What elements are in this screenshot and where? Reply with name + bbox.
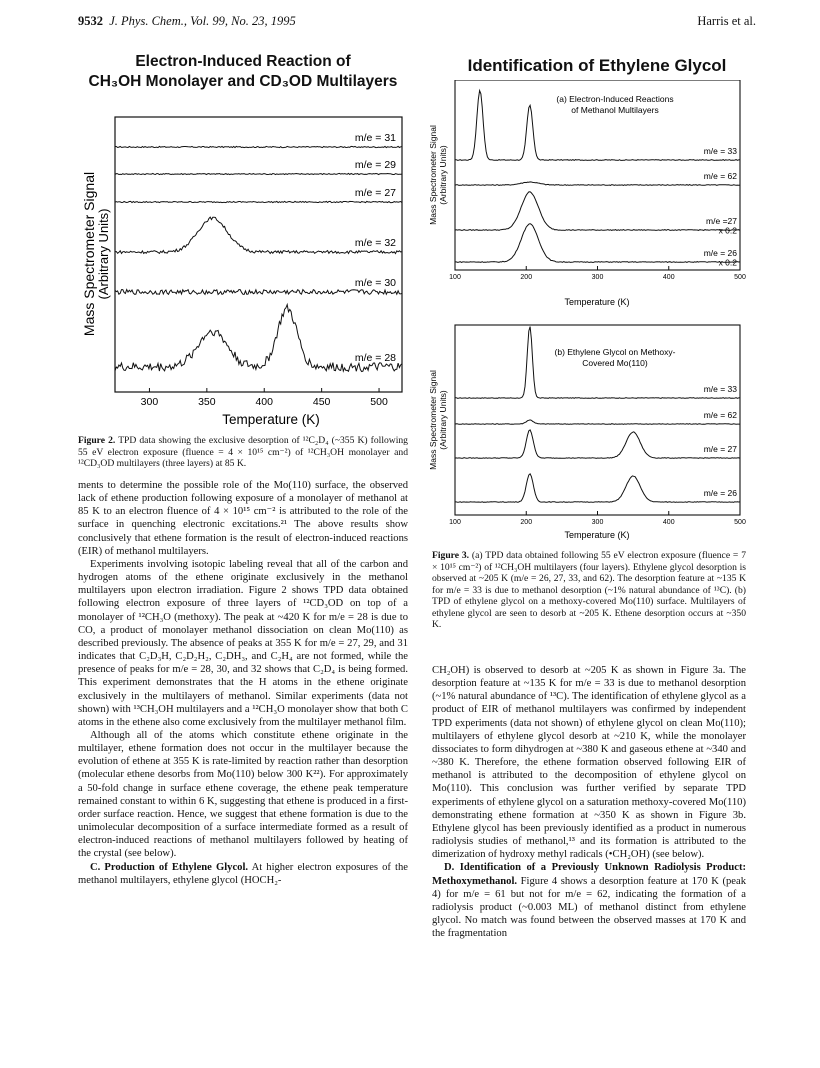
series-label: m/e = 62 bbox=[703, 410, 737, 420]
left-column-text bbox=[78, 479, 408, 887]
series-label: m/e = 28 bbox=[354, 352, 396, 364]
left-paragraph: Although all of the atoms which constitute ethene originate in the multilayer, ethene formation does not occur in the multilayer because the evolution of ethene at 355 K is rate-limited by reaction rather than desorption (molecular ethene desorbs from Mo(110) below 300 K²²). For approximately a 50-fold change in surface ethene coverage, the ethene peak temperature remained constant to within 6 K, suggesting that ethene is produced in a first-order surface reaction. Hence, we suggest that ethene formation is due to the unimolecular decomposition of a surface intermediate formed as a result of electron-induced reactions of methanol multilayers followed by heating of the crystal (see below). bbox=[78, 729, 408, 860]
series-label: m/e = 27 bbox=[703, 444, 737, 454]
figure3b-ylabel-line2: (Arbitrary Units) bbox=[438, 390, 448, 450]
figure3-title: Identification of Ethylene Glycol bbox=[467, 56, 727, 75]
series-scale-label: x 0.2 bbox=[718, 257, 737, 268]
figure3-chart bbox=[425, 80, 760, 542]
figure3-caption bbox=[432, 550, 746, 631]
trace-m-e-27 bbox=[115, 201, 402, 202]
x-tick-label: 400 bbox=[662, 274, 675, 281]
section-c-heading: C. Production of Ethylene Glycol. bbox=[90, 861, 249, 873]
x-tick-label: 300 bbox=[140, 396, 159, 408]
section-c-text: At higher electron exposures of the methanol multilayers, ethylene glycol (HOCH₂- bbox=[78, 861, 408, 886]
x-tick-label: 400 bbox=[662, 519, 675, 526]
figure3-caption-label: Figure 3. bbox=[432, 550, 470, 561]
figure2-title-line1: Electron-Induced Reaction of bbox=[135, 53, 351, 70]
trace-m-e-27 bbox=[455, 430, 740, 458]
series-label: m/e = 32 bbox=[354, 237, 396, 249]
right-section-d bbox=[432, 861, 746, 940]
figure3b-panel-label: (b) Ethylene Glycol on Methoxy- bbox=[554, 347, 676, 357]
section-d-text: Figure 4 shows a desorption feature at 170 K (peak 4) for m/e = 61 but not for m/e = 62, indicating the formation of a radiolysis product (~0.003 ML) of methanol distinct from ethylene glycol. No match was found between the observed masses at 170 K and the fragmentation bbox=[432, 875, 746, 940]
figure2-ylabel-line2: (Arbitrary Units) bbox=[96, 208, 111, 300]
figure3b-ylabel-line1: Mass Spectrometer Signal bbox=[428, 370, 438, 470]
trace-m-e-30 bbox=[115, 290, 402, 295]
x-tick-label: 100 bbox=[449, 519, 461, 526]
series-label: m/e = 33 bbox=[703, 146, 737, 156]
figure2-caption bbox=[78, 435, 408, 470]
x-tick-label: 400 bbox=[255, 396, 274, 408]
figure2-title bbox=[78, 52, 408, 92]
series-label: m/e = 62 bbox=[703, 171, 737, 181]
running-header-authors: Harris et al. bbox=[697, 14, 756, 28]
trace-m-e-27 bbox=[455, 192, 740, 231]
figure3a-panel-label: (a) Electron-Induced Reactions bbox=[556, 94, 674, 104]
figure3a-xlabel: Temperature (K) bbox=[564, 297, 630, 307]
figure3-caption-text: (a) TPD data obtained following 55 eV electron exposure (fluence = 7 × 10¹⁵ cm⁻²) of ¹²CH₃OH multilayers (four layers). Ethylene glycol desorption is observed at ~205 K (m/e = 26, 27, 33, and 62). The desorption feature at ~135 K for m/e = 33 is due to methanol desorption (~1% natural abundance of ¹³C). (b) TPD of ethylene glycol on a methoxy-covered Mo(110) surface. Multilayers of ethylene glycol are seen to desorb at ~205 K. Ethene desorption occurs at ~350 K. bbox=[432, 550, 746, 630]
left-section-c bbox=[78, 861, 408, 887]
x-tick-label: 100 bbox=[449, 274, 461, 281]
figure3a-panel-label-2: of Methanol Multilayers bbox=[571, 105, 659, 115]
series-label: m/e = 29 bbox=[354, 159, 396, 171]
figure2-chart bbox=[78, 102, 408, 432]
x-tick-label: 200 bbox=[520, 519, 533, 526]
trace-m-e-62 bbox=[455, 182, 740, 186]
series-label: m/e =27 bbox=[706, 216, 737, 226]
figure3b-panel-label-2: Covered Mo(110) bbox=[582, 358, 648, 368]
figure3b-xlabel: Temperature (K) bbox=[564, 530, 630, 540]
trace-m-e-31 bbox=[115, 146, 402, 147]
left-paragraph: ments to determine the possible role of the Mo(110) surface, the observed lack of ethene production following exposure of a monolayer of methanol at 85 K to an electron fluence of 4 × 10¹⁵ cm⁻² is attributed to the role of the surface in quenching electronic excitations.²¹ The above results show conclusively that ethene formation is the result of electron-induced reactions (EIR) of methanol multilayers. bbox=[78, 480, 408, 557]
x-tick-label: 300 bbox=[591, 519, 604, 526]
page-number: 9532 bbox=[78, 14, 103, 28]
series-scale-label: x 0.2 bbox=[718, 225, 737, 236]
x-tick-label: 450 bbox=[312, 396, 331, 408]
figure3a-ylabel-line2: (Arbitrary Units) bbox=[438, 145, 448, 205]
figure2-xlabel: Temperature (K) bbox=[222, 412, 320, 427]
running-header-left bbox=[78, 14, 296, 29]
section-d-heading: D. Identification of a Previously Unknown Radiolysis Product: Methoxymethanol. bbox=[432, 862, 746, 887]
figure2-caption-label: Figure 2. bbox=[78, 435, 116, 446]
figure2-ylabel-line1: Mass Spectrometer Signal bbox=[81, 171, 97, 337]
series-label: m/e = 30 bbox=[354, 277, 396, 289]
x-tick-label: 500 bbox=[370, 396, 388, 408]
figure3a-ylabel-line1: Mass Spectrometer Signal bbox=[428, 125, 438, 225]
x-tick-label: 200 bbox=[520, 274, 533, 281]
x-tick-label: 500 bbox=[734, 274, 746, 281]
journal-citation: J. Phys. Chem., Vol. 99, No. 23, 1995 bbox=[109, 14, 296, 28]
series-label: m/e = 26 bbox=[703, 488, 737, 498]
series-label: m/e = 26 bbox=[703, 248, 737, 258]
trace-m-e-29 bbox=[115, 173, 402, 174]
trace-m-e-26 bbox=[455, 474, 740, 503]
x-tick-label: 300 bbox=[591, 274, 604, 281]
figure2-caption-text: TPD data showing the exclusive desorption of ¹²C₂D₄ (~355 K) following 55 eV electron exposure (fluence = 4 × 10¹⁵ cm⁻²) of ¹²CH₃OH monolayer and ¹²CD₃OD multilayers (three layers) at 85 K. bbox=[78, 435, 408, 469]
trace-m-e-62 bbox=[455, 420, 740, 424]
series-label: m/e = 27 bbox=[354, 187, 396, 199]
x-tick-label: 500 bbox=[734, 519, 746, 526]
series-label: m/e = 33 bbox=[703, 384, 737, 394]
left-paragraph: Experiments involving isotopic labeling reveal that all of the carbon and hydrogen atoms of the ethene originate exclusively in the methanol multilayers upon electron irradiation. Figure 2 shows TPD data obtained following electron exposure of three layers of ¹²CD₃OD on top of a monolayer of ¹²CH₃O (methoxy). The peak at ~420 K for m/e = 28 is due to CO, a product of monolayer methanol dissociation on clean Mo(110) as described previously. The absence of peaks at 355 K for m/e = 27, 29, and 31 indicates that C₂D₃H, C₂D₂H₂, C₂DH₃, and C₂H₄ are not formed, while the presence of peaks for m/e = 28, 30, and 32 shows that C₂D₄ is being formed. This experiment demonstrates that the H atoms in the ethene originate exclusively in the multilayers of methanol. Similar experiments (data not shown) with ¹³CH₃OH multilayers and a ¹²CH₃O monolayer show that both C atoms in the ethene also come exclusively from the multilayer methanol film. bbox=[78, 558, 408, 728]
series-label: m/e = 31 bbox=[354, 132, 396, 144]
right-paragraph: CH₂OH) is observed to desorb at ~205 K as shown in Figure 3a. The desorption feature at ~135 K for m/e = 33 is due to methanol desorption (~1% natural abundance of ¹³C). The identification of ethylene glycol as a product of EIR of methanol multilayers was confirmed by independent TPD experiments (data not shown) of ethylene glycol on clean Mo(110); multilayers of ethylene glycol desorb at ~210 K, while the monolayer dissociates to form dihydrogen at ~380 K and gaseous ethene at ~340 and ~380 K. Therefore, the ethene formation observed following EIR of methanol is attributed to the decomposition of ethylene glycol on Mo(110). This conclusion was further verified by separate TPD experiments of ethylene glycol on a saturation methoxy-covered Mo(110) demonstrating ethene formation at ~350 K as shown in Figure 3b. Ethylene glycol has been previously identified as a product in numerous radiolysis studies of methanol,¹³ and its formation is attributed to the dimerization of hydroxy methyl radicals (•CH₂OH) (see below). bbox=[432, 665, 746, 861]
right-column-text bbox=[432, 664, 746, 940]
figure2-title-line2: CH₃OH Monolayer and CD₃OD Multilayers bbox=[88, 73, 398, 90]
x-tick-label: 350 bbox=[198, 396, 216, 408]
